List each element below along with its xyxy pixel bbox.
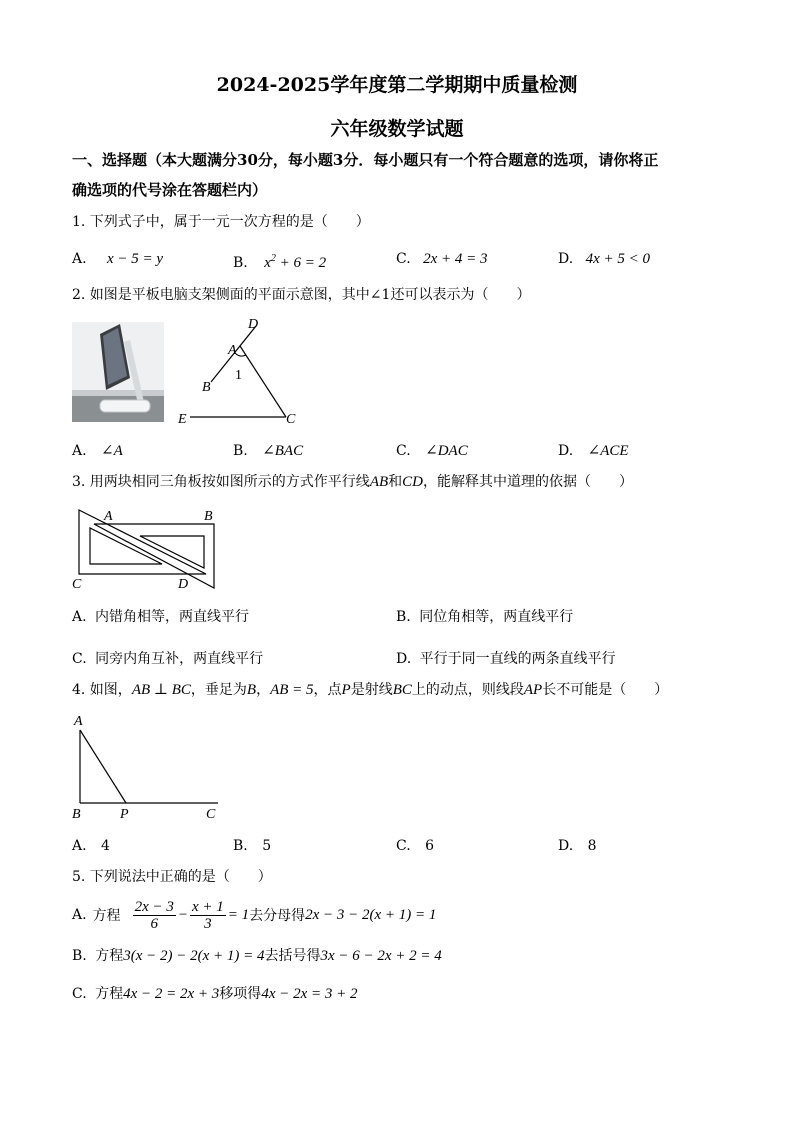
q1-option-a[interactable] bbox=[72, 249, 163, 269]
label-a: A bbox=[228, 343, 237, 358]
q1-stem: 1. 下列式子中，属于一元一次方程的是（ ） bbox=[72, 214, 370, 230]
fraction-2-numerator: x + 1 bbox=[191, 898, 224, 915]
q2-option-c-expr: ∠DAC bbox=[425, 443, 468, 459]
q5-stem: 5. 下列说法中正确的是（ ） bbox=[72, 869, 272, 885]
q1-option-c[interactable] bbox=[396, 249, 488, 269]
q4-option-a-letter: A. bbox=[72, 838, 87, 854]
q4-text-1: 4. 如图， bbox=[72, 682, 132, 698]
q1-option-b-sup: 2 bbox=[270, 253, 276, 264]
q5-option-c-expr: 4x − 2 = 2x + 3 bbox=[123, 986, 220, 1002]
label-a: A bbox=[74, 714, 83, 729]
q3-set-squares-diagram bbox=[70, 504, 230, 592]
q5-option-c-result: 4x − 2x = 3 + 2 bbox=[261, 986, 358, 1002]
q5-option-a-result: 2x − 3 − 2(x + 1) = 1 bbox=[305, 906, 437, 923]
q4-option-c-value: 6 bbox=[425, 838, 435, 854]
q2-option-b-letter: B. bbox=[233, 443, 248, 459]
q3-option-d-text: 平行于同一直线的两条直线平行 bbox=[419, 651, 616, 667]
q3-option-d-letter: D. bbox=[396, 651, 412, 667]
q2-option-a-letter: A. bbox=[72, 443, 87, 459]
q4-option-d[interactable] bbox=[558, 836, 597, 856]
label-d: D bbox=[248, 317, 259, 332]
segment-ap bbox=[80, 730, 126, 803]
q4-math-ap: AP bbox=[523, 682, 543, 698]
q5-option-c-letter: C. bbox=[72, 986, 87, 1002]
q5-option-b[interactable] bbox=[72, 946, 442, 966]
label-angle-1: 1 bbox=[235, 368, 242, 383]
fraction-2-denominator: 3 bbox=[204, 915, 212, 932]
q3-option-b-letter: B. bbox=[396, 609, 411, 625]
q3-option-c-letter: C. bbox=[72, 651, 87, 667]
q4-text-5: 是射线 bbox=[350, 682, 393, 698]
q3-option-b[interactable] bbox=[396, 607, 573, 627]
q5-option-a-fraction-2 bbox=[190, 899, 226, 932]
q3-option-c-text: 同旁内角互补，两直线平行 bbox=[95, 651, 264, 667]
q1-option-d[interactable] bbox=[558, 249, 650, 269]
q1-option-c-letter: C. bbox=[396, 251, 411, 267]
q4-math-bc: BC bbox=[392, 682, 412, 698]
q1-option-b-letter: B. bbox=[233, 255, 248, 271]
q4-stem bbox=[72, 680, 668, 700]
stand-base bbox=[100, 400, 150, 412]
section-heading-line1: 一、选择题（本大题满分30分，每小题3分．每小题只有一个符合题意的选项，请你将正 bbox=[72, 151, 659, 169]
q3-option-b-text: 同位角相等，两直线平行 bbox=[419, 609, 574, 625]
q1-option-b[interactable] bbox=[233, 249, 326, 273]
label-a: A bbox=[104, 509, 113, 524]
q4-option-d-letter: D. bbox=[558, 838, 574, 854]
q2-option-d-expr: ∠ACE bbox=[587, 443, 629, 459]
q2-option-a-expr: ∠A bbox=[101, 443, 123, 459]
q1-option-b-base: x bbox=[264, 255, 271, 271]
q1-option-c-expr: 2x + 4 = 3 bbox=[423, 251, 488, 267]
q1-option-a-letter: A. bbox=[72, 251, 87, 267]
q3-option-d[interactable] bbox=[396, 649, 616, 669]
exam-subtitle: 六年级数学试题 bbox=[330, 118, 464, 140]
label-b: B bbox=[204, 509, 213, 524]
q3-stem bbox=[72, 472, 633, 492]
q4-option-c-letter: C. bbox=[396, 838, 411, 854]
q5-option-b-letter: B. bbox=[72, 948, 87, 964]
q5-option-a-fraction-1 bbox=[133, 899, 176, 932]
fraction-1-denominator: 6 bbox=[150, 915, 158, 932]
q2-option-b[interactable] bbox=[233, 441, 303, 461]
fraction-1-numerator: 2x − 3 bbox=[134, 898, 174, 915]
q5-option-a-mid: 去分母得 bbox=[249, 908, 306, 924]
exam-title: 2024-2025学年度第二学期期中质量检测 bbox=[216, 74, 578, 96]
q4-text-6: 上的动点，则线段 bbox=[411, 682, 524, 698]
q4-right-triangle-diagram bbox=[70, 710, 230, 822]
q4-option-c[interactable] bbox=[396, 836, 434, 856]
q5-option-b-result: 3x − 6 − 2x + 2 = 4 bbox=[320, 948, 442, 964]
q1-option-d-expr: 4x + 5 < 0 bbox=[585, 251, 651, 267]
q3-option-a-letter: A. bbox=[72, 609, 87, 625]
q5-option-a-word: 方程 bbox=[92, 908, 121, 924]
section-heading-line2: 确选项的代号涂在答题栏内） bbox=[72, 181, 268, 199]
q4-option-b-value: 5 bbox=[262, 838, 272, 854]
q5-option-c-word: 方程 bbox=[95, 986, 124, 1002]
q2-option-a[interactable] bbox=[72, 441, 123, 461]
q2-option-d-letter: D. bbox=[558, 443, 574, 459]
q4-text-7: 长不可能是（ ） bbox=[542, 682, 669, 698]
label-c: C bbox=[72, 577, 82, 592]
q4-math-p: P bbox=[341, 682, 351, 698]
q2-option-c-letter: C. bbox=[396, 443, 411, 459]
q5-option-a[interactable] bbox=[72, 895, 436, 935]
label-d: D bbox=[178, 577, 189, 592]
q5-option-a-eq: = 1 bbox=[227, 906, 250, 923]
q3-stem-and: 和 bbox=[388, 474, 403, 490]
q3-option-a[interactable] bbox=[72, 607, 249, 627]
q3-stem-cd: CD bbox=[402, 474, 423, 490]
set-square-right-inner bbox=[140, 536, 204, 568]
q4-option-b[interactable] bbox=[233, 836, 271, 856]
q4-option-b-letter: B. bbox=[233, 838, 248, 854]
label-p: P bbox=[120, 807, 129, 822]
q4-math-ab-eq-5: AB = 5 bbox=[270, 682, 314, 698]
q5-option-b-mid: 去括号得 bbox=[264, 948, 321, 964]
q5-option-b-word: 方程 bbox=[95, 948, 124, 964]
tablet-stand-photo bbox=[72, 322, 164, 422]
q3-option-c[interactable] bbox=[72, 649, 263, 669]
q1-option-a-expr: x − 5 = y bbox=[107, 251, 164, 267]
q5-option-a-letter: A. bbox=[72, 907, 87, 923]
line-ac bbox=[240, 346, 286, 417]
label-b: B bbox=[202, 380, 211, 395]
q4-text-2: ，垂足为 bbox=[190, 682, 247, 698]
q4-text-4: ，点 bbox=[313, 682, 342, 698]
q4-option-a[interactable] bbox=[72, 836, 110, 856]
desk-edge bbox=[72, 390, 164, 396]
q5-option-c[interactable] bbox=[72, 984, 358, 1004]
q3-stem-ab: AB bbox=[369, 474, 389, 490]
q2-stem: 2. 如图是平板电脑支架侧面的平面示意图，其中∠1还可以表示为（ ） bbox=[72, 287, 531, 303]
q4-math-ab-perp-bc: AB ⊥ BC bbox=[131, 682, 191, 698]
label-b: B bbox=[72, 807, 81, 822]
q4-option-a-value: 4 bbox=[101, 838, 110, 854]
q2-angle-diagram bbox=[176, 316, 306, 428]
label-e: E bbox=[178, 412, 187, 427]
q2-option-c[interactable] bbox=[396, 441, 468, 461]
q5-option-c-mid: 移项得 bbox=[219, 986, 262, 1002]
q1-option-b-rest: + 6 = 2 bbox=[275, 255, 327, 271]
label-c: C bbox=[206, 807, 216, 822]
q5-option-b-expr: 3(x − 2) − 2(x + 1) = 4 bbox=[123, 948, 265, 964]
q4-math-b: B bbox=[246, 682, 257, 698]
q3-option-a-text: 内错角相等，两直线平行 bbox=[95, 609, 250, 625]
q5-option-a-minus: − bbox=[177, 906, 188, 923]
label-c: C bbox=[286, 412, 296, 427]
q2-option-d[interactable] bbox=[558, 441, 629, 461]
q3-stem-post: ，能解释其中道理的依据（ ） bbox=[422, 474, 633, 490]
q4-text-3: ， bbox=[256, 682, 271, 698]
set-square-right-outer bbox=[94, 524, 214, 588]
q2-option-b-expr: ∠BAC bbox=[262, 443, 304, 459]
q1-option-d-letter: D. bbox=[558, 251, 574, 267]
q4-option-d-value: 8 bbox=[587, 838, 597, 854]
q3-stem-pre: 3. 用两块相同三角板按如图所示的方式作平行线 bbox=[72, 474, 370, 490]
